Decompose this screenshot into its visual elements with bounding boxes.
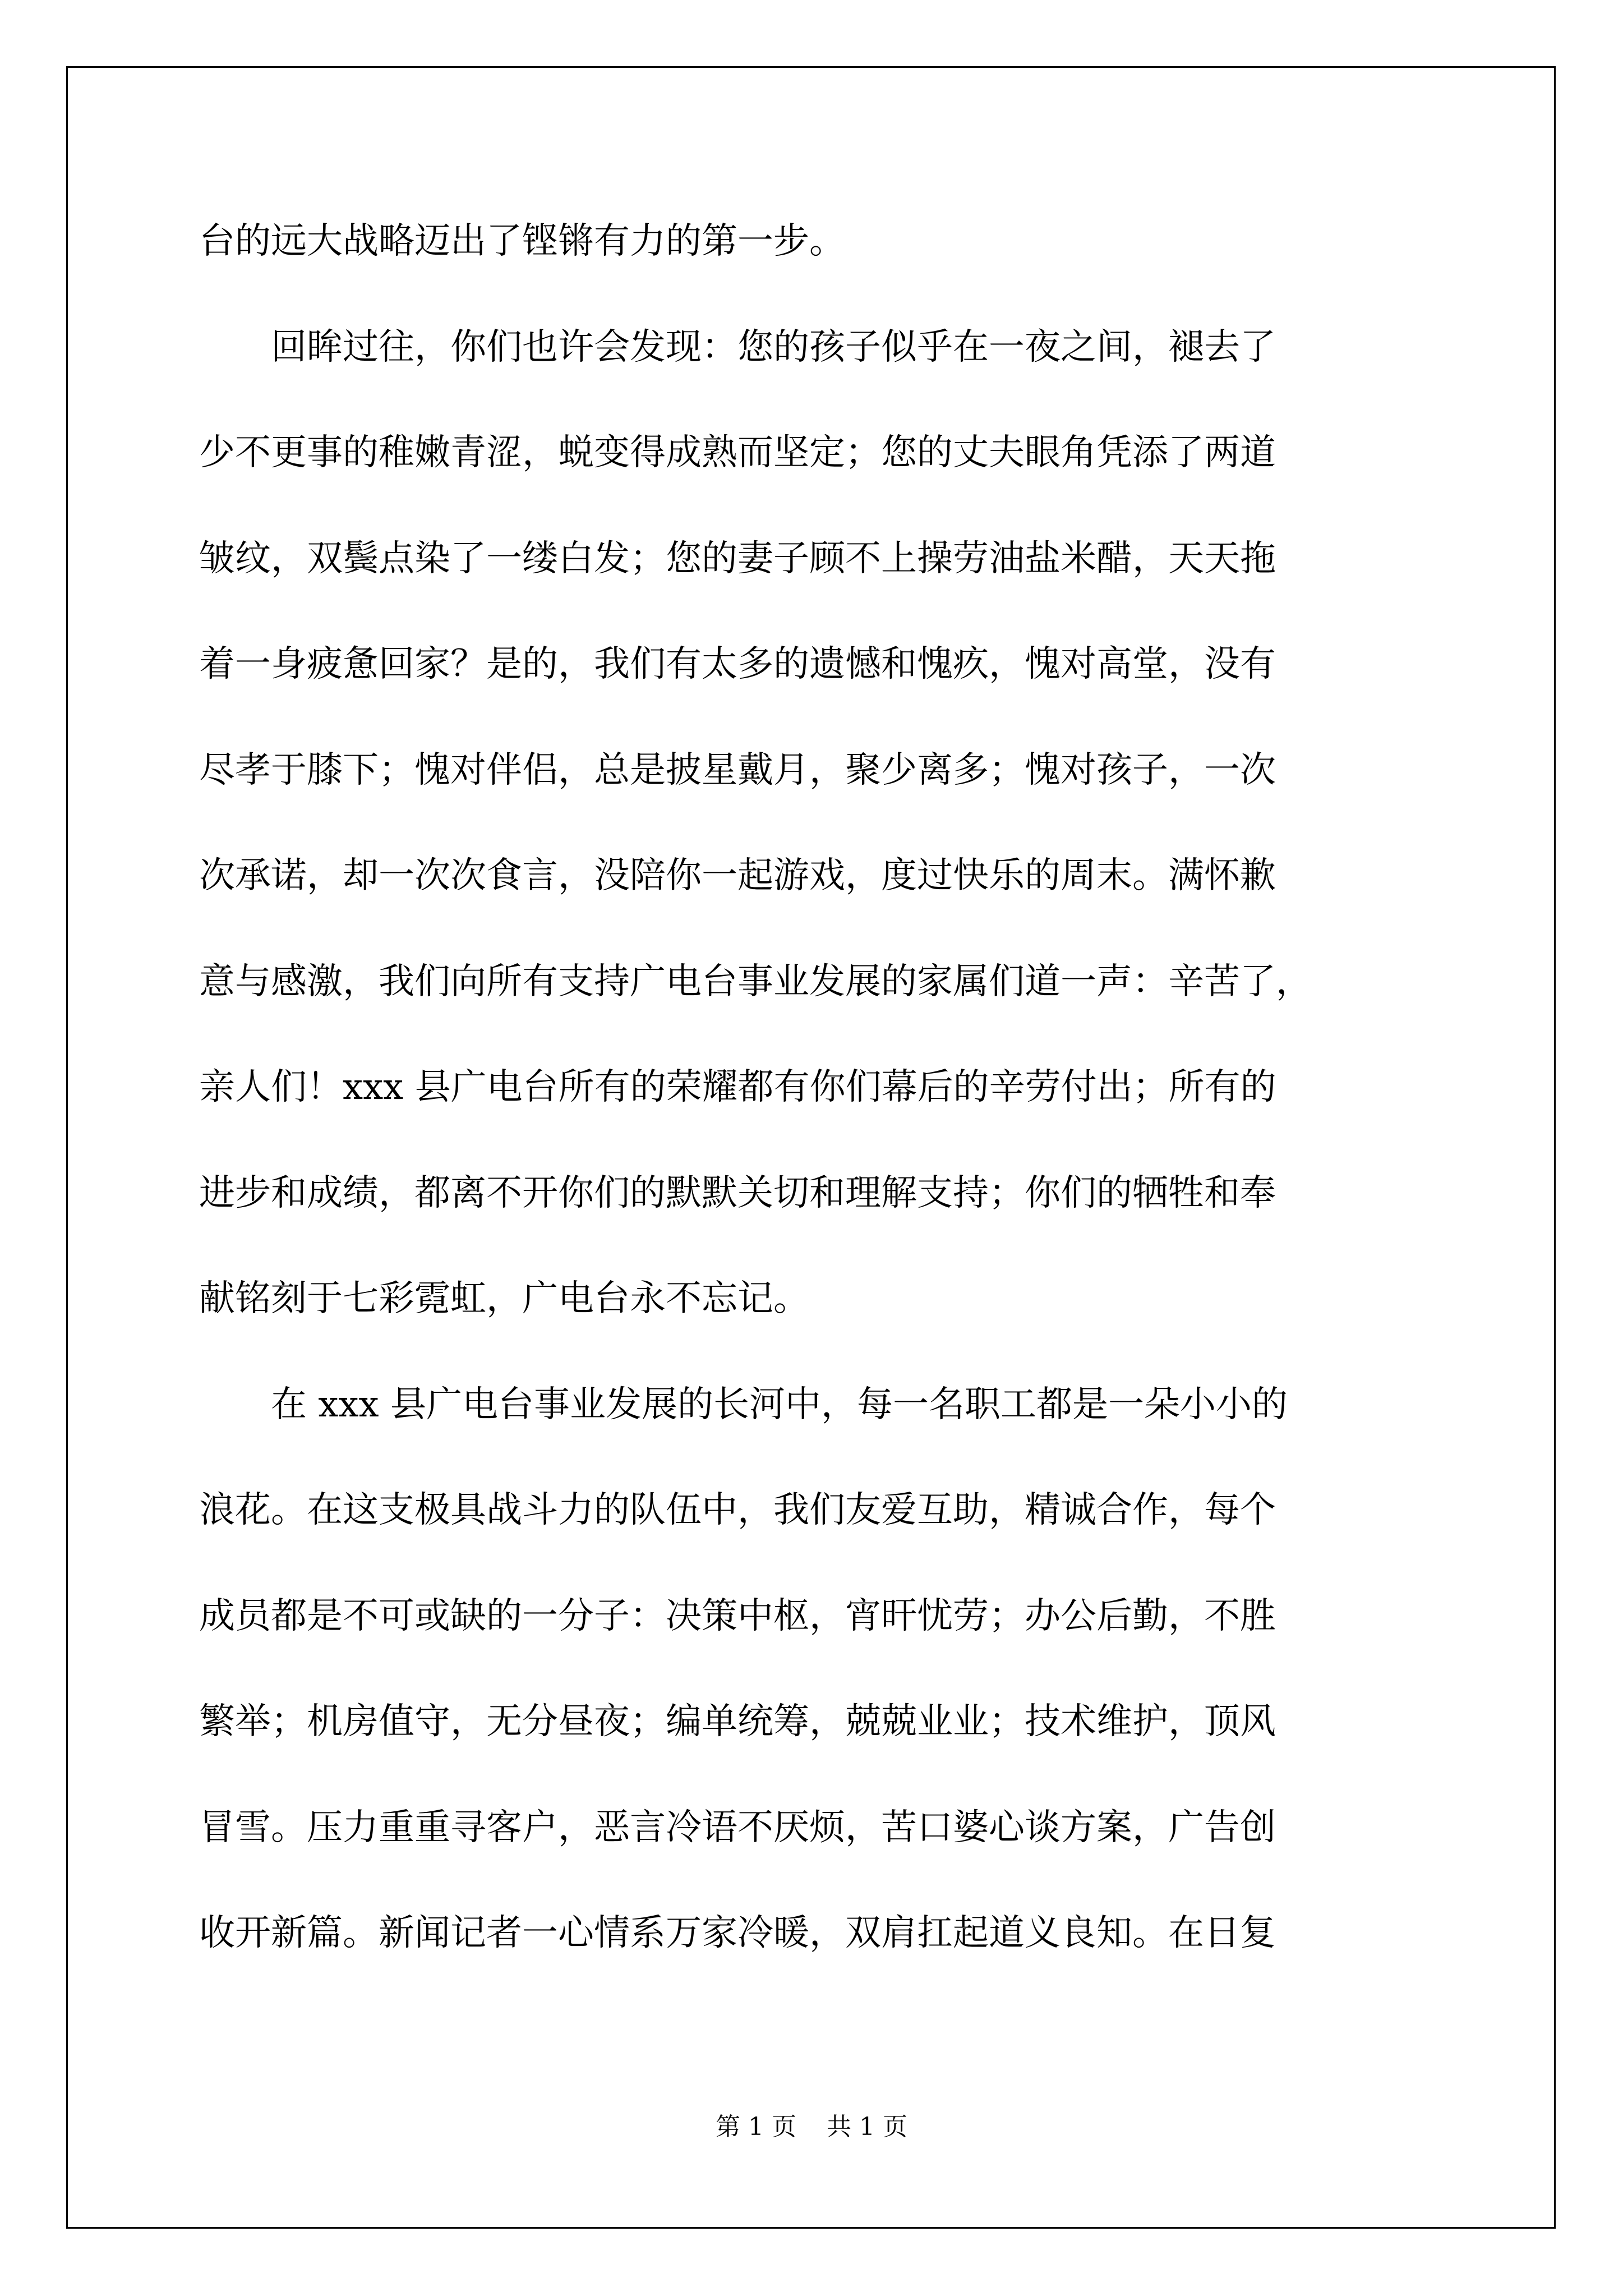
text-line: 少不更事的稚嫩青涩，蜕变得成熟而坚定；您的丈夫眼角凭添了两道 <box>199 432 1276 473</box>
page-number: 第 1 页 <box>716 2113 796 2141</box>
page-total: 共 1 页 <box>827 2113 907 2141</box>
document-body <box>199 188 1433 1986</box>
text-line: 冒雪。压力重重寻客户，恶言冷语不厌烦，苦口婆心谈方案，广告创 <box>199 1806 1276 1848</box>
text-line: 台的远大战略迈出了铿锵有力的第一步。 <box>199 220 845 262</box>
text-line: 在 xxx 县广电台事业发展的长河中，每一名职工都是一朵小小的 <box>199 1383 1288 1425</box>
text-line: 着一身疲惫回家？是的，我们有太多的遗憾和愧疚，愧对高堂，没有 <box>199 643 1276 685</box>
text-line: 皱纹，双鬓点染了一缕白发；您的妻子顾不上操劳油盐米醋，天天拖 <box>199 537 1276 579</box>
text-line: 浪花。在这支极具战斗力的队伍中，我们友爱互助，精诚合作，每个 <box>199 1489 1276 1531</box>
text-line: 尽孝于膝下；愧对伴侣，总是披星戴月，聚少离多；愧对孩子，一次 <box>199 749 1276 791</box>
text-line: 次承诺，却一次次食言，没陪你一起游戏，度过快乐的周末。满怀歉 <box>199 855 1276 896</box>
text-line: 亲人们！xxx 县广电台所有的荣耀都有你们幕后的辛劳付出；所有的 <box>199 1066 1276 1108</box>
text-line: 进步和成绩，都离不开你们的默默关切和理解支持；你们的牺牲和奉 <box>199 1172 1276 1214</box>
text-line: 成员都是不可或缺的一分子：决策中枢，宵旰忧劳；办公后勤，不胜 <box>199 1595 1276 1637</box>
text-line: 意与感激，我们向所有支持广电台事业发展的家属们道一声：辛苦了， <box>199 960 1312 1002</box>
page-footer <box>0 2106 1623 2142</box>
text-line: 回眸过往，你们也许会发现：您的孩子似乎在一夜之间，褪去了 <box>199 326 1276 368</box>
text-line: 收开新篇。新闻记者一心情系万家冷暖，双肩扛起道义良知。在日复 <box>199 1912 1276 1954</box>
text-line: 繁举；机房值守，无分昼夜；编单统筹，兢兢业业；技术维护，顶风 <box>199 1701 1276 1742</box>
text-line: 献铭刻于七彩霓虹，广电台永不忘记。 <box>199 1278 809 1319</box>
